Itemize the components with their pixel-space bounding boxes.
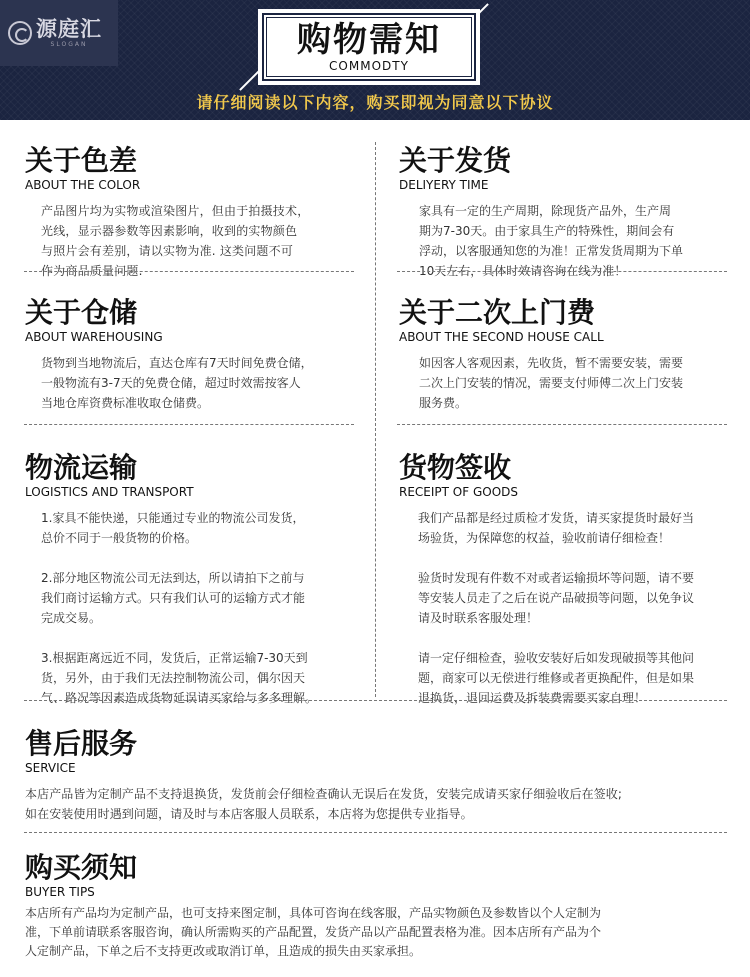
section-second-call <box>399 297 739 413</box>
body-line: 题，商家可以无偿进行维修或者更换配件，但是如果 <box>418 671 695 685</box>
logo-swirl-icon <box>8 21 32 45</box>
body-line: 光线，显示器参数等因素影响，收到的实物颜色 <box>41 224 298 238</box>
section-title: 关于二次上门费 <box>399 296 596 329</box>
body-line: 我们商讨运输方式。只有我们认可的运输方式才能 <box>41 591 306 605</box>
section-body <box>25 784 730 824</box>
section-title: 物流运输 <box>25 451 138 484</box>
body-line: 浮动，以客服通知您的为准！正常发货周期为下单 <box>419 244 684 258</box>
page-title-en: COMMODTY <box>329 59 409 73</box>
body-line: 产品图片均为实物或渲染图片，但由于拍摄技术， <box>41 204 310 218</box>
body-line: 2.部分地区物流公司无法到达，所以请拍下之前与 <box>41 571 305 585</box>
section-buyer-tips <box>25 852 730 961</box>
logo-slogan: SLOGAN <box>50 41 88 48</box>
divider <box>24 700 727 701</box>
section-title: 关于色差 <box>25 144 138 177</box>
body-line: 服务费。 <box>419 396 468 410</box>
page-title: 购物需知 <box>297 20 441 60</box>
section-service <box>25 728 730 824</box>
section-body <box>399 508 744 708</box>
divider <box>24 424 354 425</box>
divider <box>24 271 354 272</box>
section-title: 关于发货 <box>399 144 512 177</box>
body-line: 请一定仔细检查，验收安装好后如发现破损等其他问 <box>418 651 695 665</box>
body-line: 货物到当地物流后，直达仓库有7天时间免费仓储， <box>41 356 313 370</box>
body-line: 人定制产品，下单之后不支持更改或取消订单，且造成的损失由买家承担。 <box>25 944 422 958</box>
divider <box>24 832 727 833</box>
body-line: 家具有一定的生产周期，除现货产品外，生产周 <box>419 204 672 218</box>
section-body <box>399 201 739 281</box>
section-delivery <box>399 145 739 281</box>
body-line: 场验货，为保障您的权益，验收前请仔细检查！ <box>418 531 671 545</box>
body-line: 一般物流有3-7天的免费仓储，超过时效需按客人 <box>41 376 301 390</box>
section-logistics <box>25 452 375 708</box>
body-line: 如在安装使用时遇到问题，请及时与本店客服人员联系，本店将为您提供专业指导。 <box>25 807 473 821</box>
divider <box>397 271 727 272</box>
section-body <box>25 353 375 413</box>
logo-name: 源庭汇 <box>36 17 102 41</box>
section-subtitle: LOGISTICS AND TRANSPORT <box>25 485 194 499</box>
agreement-notice: 请仔细阅读以下内容，购买即视为同意以下协议 <box>196 93 554 112</box>
section-title: 购买须知 <box>25 851 138 884</box>
section-body <box>399 353 739 413</box>
body-line: 请及时联系客服处理！ <box>418 611 539 625</box>
body-line: 我们产品都是经过质检才发货，请买家提货时最好当 <box>418 511 695 525</box>
body-line: 货，另外，由于我们无法控制物流公司，偶尔因天 <box>41 671 306 685</box>
body-line: 二次上门安装的情况，需要支付师傅二次上门安装 <box>419 376 684 390</box>
body-line: 总价不同于一般货物的价格。 <box>41 531 198 545</box>
section-title: 货物签收 <box>399 451 512 484</box>
body-line: 与照片会有差别，请以实物为准. 这类问题不可 <box>41 244 294 258</box>
body-line: 期为7-30天。由于家具生产的特殊性，期间会有 <box>419 224 675 238</box>
section-body <box>25 904 730 961</box>
body-line: 准，下单前请联系客服咨询，确认所需购买的产品配置，发货产品以产品配置表格为准。因本店所有产品为个 <box>25 925 602 939</box>
section-title: 关于仓储 <box>25 296 138 329</box>
section-subtitle: ABOUT THE SECOND HOUSE CALL <box>399 330 604 344</box>
brand-logo <box>0 0 118 66</box>
body-line: 1.家具不能快递，只能通过专业的物流公司发货， <box>41 511 305 525</box>
divider <box>397 424 727 425</box>
section-title: 售后服务 <box>25 727 138 760</box>
section-subtitle: ABOUT THE COLOR <box>25 178 141 192</box>
body-line: 作为商品质量问题. <box>41 264 143 278</box>
body-line: 验货时发现有件数不对或者运输损坏等问题，请不要 <box>418 571 695 585</box>
body-line: 退换货，退回运费及拆装费需要买家自理！ <box>418 691 647 705</box>
section-subtitle: RECEIPT OF GOODS <box>399 485 519 499</box>
body-line: 本店所有产品均为定制产品，也可支持来图定制，具体可咨询在线客服，产品实物颜色及参数皆以个人定制为 <box>25 906 602 920</box>
section-subtitle: ABOUT WAREHOUSING <box>25 330 163 344</box>
body-line: 如因客人客观因素，先收货，暂不需要安装，需要 <box>419 356 684 370</box>
body-line: 本店产品皆为定制产品不支持退换货，发货前会仔细检查确认无误后在发货，安装完成请买家仔细验收后在签收; <box>25 787 623 801</box>
header-banner <box>0 0 750 120</box>
body-line: 10天左右，具体时效请咨询在线为准！ <box>419 264 627 278</box>
section-body <box>25 508 375 708</box>
body-line: 3.根据距离远近不同，发货后，正常运输7-30天到 <box>41 651 308 665</box>
section-subtitle: SERVICE <box>25 761 76 775</box>
section-color <box>25 145 365 281</box>
section-body <box>25 201 365 281</box>
body-line: 气、路况等因素造成货物延误请买家给与多多理解。 <box>41 691 318 705</box>
column-divider <box>375 142 376 697</box>
body-line: 当地仓库资费标准收取仓储费。 <box>41 396 210 410</box>
title-frame <box>258 9 480 85</box>
section-subtitle: DELIYERY TIME <box>399 178 489 192</box>
section-subtitle: BUYER TIPS <box>25 885 95 899</box>
section-warehouse <box>25 297 375 413</box>
section-receipt <box>399 452 744 708</box>
body-line: 等安装人员走了之后在说产品破损等问题，以免争议 <box>418 591 695 605</box>
body-line: 完成交易。 <box>41 611 102 625</box>
